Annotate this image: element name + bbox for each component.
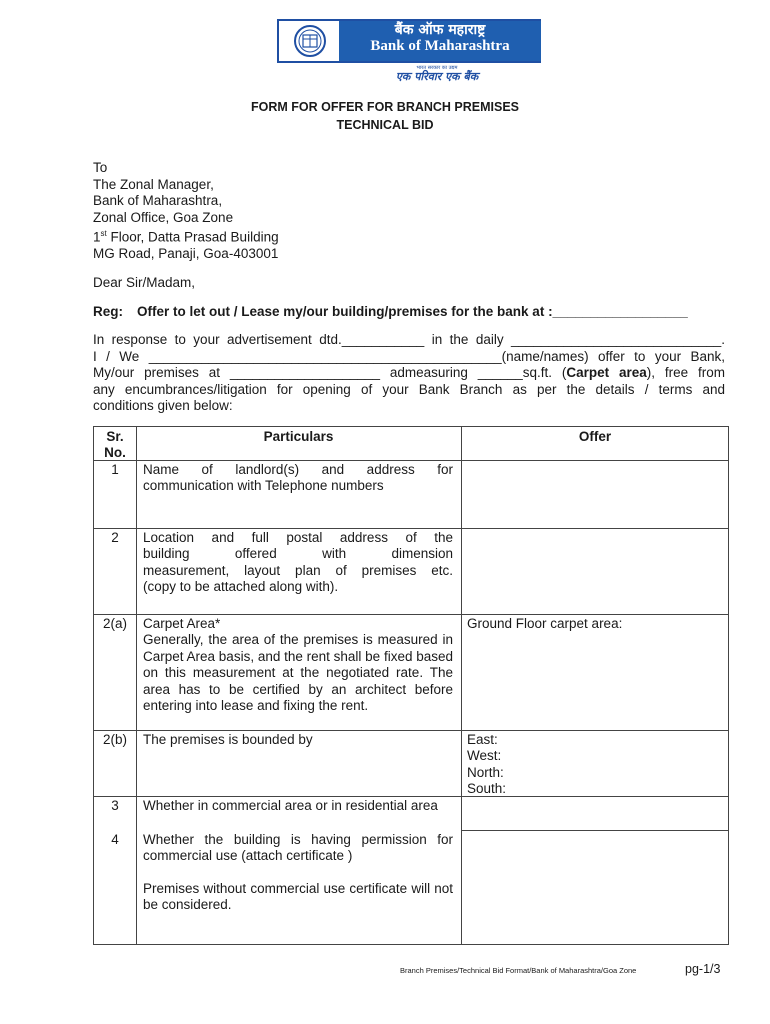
- row-2-sr: 2: [111, 530, 119, 545]
- row-2-line-3: measurement, layout plan of premises etc.: [143, 562, 453, 578]
- page-footer: Branch Premises/Technical Bid Format/Bank of Maharashtra/Goa Zone: [400, 966, 637, 975]
- row-4-text-2: Premises without commercial use certificate will not be considered.: [143, 880, 453, 913]
- reg-label: Reg:: [93, 304, 123, 319]
- row-3-particulars: Whether in commercial area or in residential area: [143, 798, 438, 813]
- para-line-3b: ), free from: [646, 365, 725, 381]
- boundary-east: East:: [467, 732, 498, 747]
- address-line-3: Zonal Office, Goa Zone: [93, 209, 234, 225]
- row-2a-offer: Ground Floor carpet area:: [467, 616, 623, 631]
- carpet-area-body: Generally, the area of the premises is measured in Carpet Area basis, and the rent shall be fixed based on this measurement at the negotiated rate. The area has to be certified by an architect before entering into lease and fixing the rent.: [143, 632, 453, 714]
- logo-tagline: एक परिवार एक बैंक: [395, 70, 479, 83]
- subject-line: [93, 304, 688, 319]
- row-4-sr: 4: [111, 832, 119, 847]
- address-to: To: [93, 160, 108, 175]
- logo-name-panel: [339, 21, 541, 61]
- header-particulars: Particulars: [263, 429, 334, 444]
- logo-sub-text: भारत सरकार का उद्यम: [416, 65, 458, 71]
- address-line-4: [93, 226, 279, 246]
- carpet-area-bold: Carpet area: [566, 365, 647, 381]
- logo-frame: [277, 19, 541, 63]
- body-paragraph: [93, 332, 725, 415]
- logo-hindi-name: बैंक ऑफ महाराष्ट्र: [394, 22, 486, 38]
- reg-text: Offer to let out / Lease my/our building/premises for the bank at :__________________: [137, 304, 688, 319]
- boundary-south: South:: [467, 781, 507, 797]
- recipient-address: [93, 160, 279, 263]
- bank-logo: [277, 19, 541, 81]
- row-1-sr: 1: [111, 462, 119, 477]
- form-title: FORM FOR OFFER FOR BRANCH PREMISES: [250, 100, 520, 114]
- table-divider: [94, 528, 728, 529]
- form-subtitle: TECHNICAL BID: [336, 118, 434, 132]
- floor-suffix: st: [100, 229, 107, 238]
- row-2-particulars: [143, 530, 453, 596]
- floor-number: 1: [93, 229, 101, 245]
- boundary-north: North:: [467, 764, 504, 780]
- row-3-sr: 3: [111, 798, 119, 813]
- para-line-3a: My/our premises at ____________________ admeasuring ______sq.ft. (: [93, 365, 567, 381]
- para-line-3: [93, 365, 725, 382]
- table-divider: [461, 830, 728, 831]
- row-1-line-1: Name of landlord(s) and address for: [143, 462, 453, 477]
- address-line-1: The Zonal Manager,: [93, 176, 214, 192]
- para-line-1: In response to your advertisement dtd.___________ in the daily ____________________________.: [93, 332, 725, 347]
- boundary-west: West:: [467, 748, 502, 764]
- row-2-line-2: building offered with dimension: [143, 546, 453, 562]
- address-line-5: MG Road, Panaji, Goa-403001: [93, 246, 279, 261]
- floor-rest: Floor, Datta Prasad Building: [106, 229, 279, 245]
- page-number: pg-1/3: [685, 962, 721, 976]
- row-2b-offer: [467, 732, 722, 798]
- row-1-line-2: communication with Telephone numbers: [143, 478, 384, 494]
- table-divider: [94, 730, 728, 731]
- table-divider: [461, 427, 462, 944]
- row-2a-sr: 2(a): [102, 616, 127, 631]
- para-line-2: I / We _______________________________________________(name/names) offer to your Bank,: [93, 348, 725, 364]
- row-2b-sr: 2(b): [102, 732, 127, 747]
- para-line-4: any encumbrances/litigation for opening of your Bank Branch as per the details / terms and: [93, 381, 725, 397]
- address-line-2: Bank of Maharashtra,: [93, 193, 223, 208]
- row-4-text-1: Whether the building is having permission for commercial use (attach certificate ): [143, 832, 453, 864]
- row-4-particulars: [143, 832, 453, 914]
- header-sr-no: Sr. No.: [104, 429, 126, 461]
- details-table: [93, 426, 729, 945]
- row-2-line-1: Location and full postal address of the: [143, 530, 453, 545]
- table-divider: [94, 614, 728, 615]
- salutation: Dear Sir/Madam,: [93, 275, 196, 290]
- para-line-5: conditions given below:: [93, 398, 233, 414]
- row-2a-particulars: [143, 616, 453, 714]
- table-divider: [136, 427, 137, 944]
- row-4-spacer: [143, 865, 453, 881]
- header-offer: Offer: [578, 429, 612, 444]
- logo-english-name: Bank of Maharashtra: [370, 38, 510, 54]
- table-divider: [94, 460, 728, 461]
- bank-emblem-icon: [281, 23, 339, 59]
- row-2-line-4: (copy to be attached along with).: [143, 579, 339, 595]
- row-2b-particulars: The premises is bounded by: [143, 732, 313, 747]
- row-1-particulars: [143, 462, 453, 495]
- carpet-area-title: Carpet Area*: [143, 616, 221, 631]
